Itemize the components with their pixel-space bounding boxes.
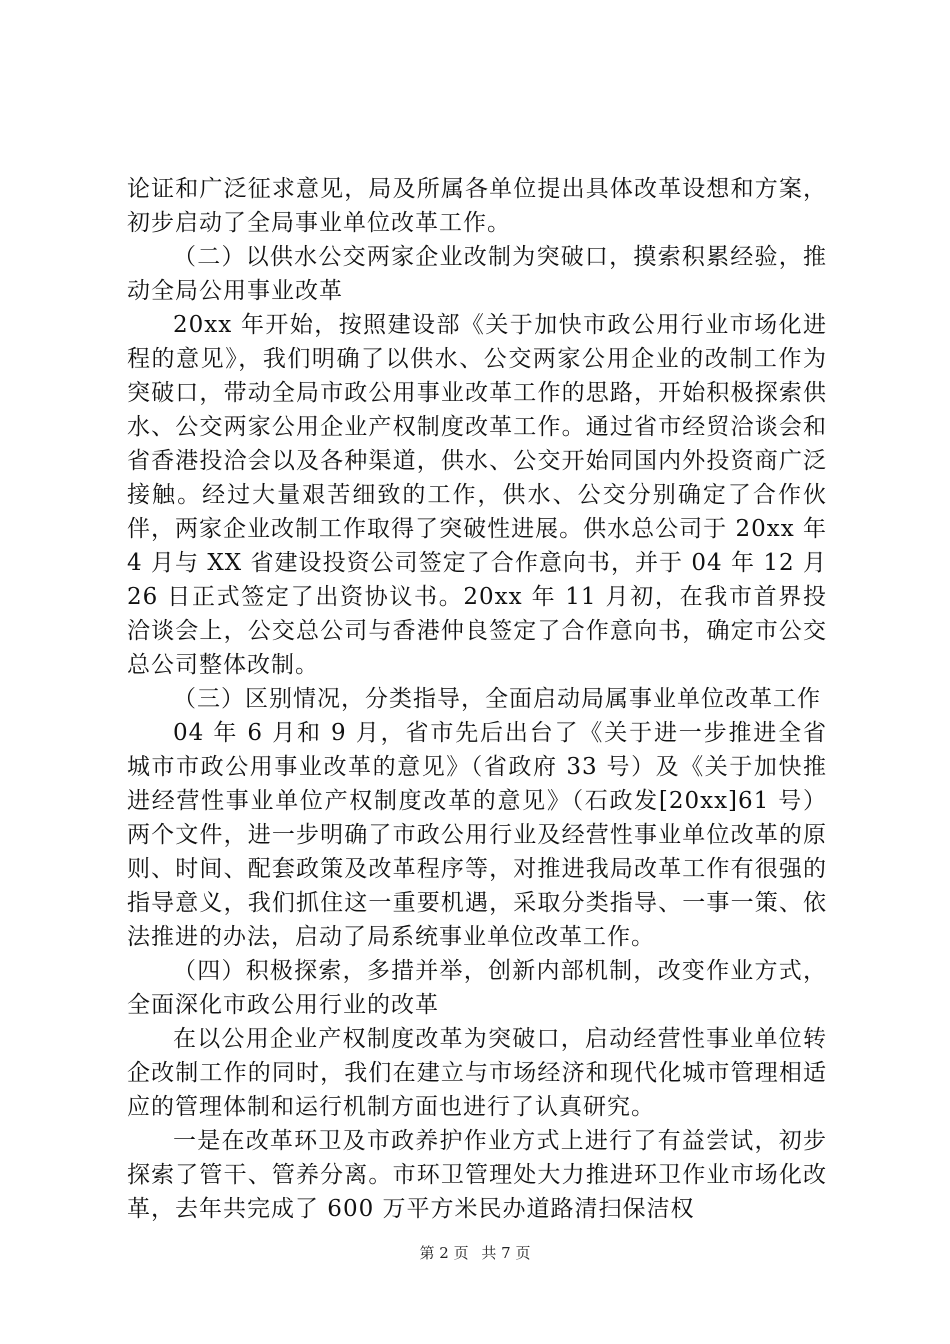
section-heading-3: （三）区别情况，分类指导，全面启动局属事业单位改革工作 (173, 686, 821, 712)
paragraph-management-system: 在以公用企业产权制度改革为突破口，启动经营性事业单位转企改制工作的同时，我们在建立与市场经济和现代化城市管理相适应的管理体制和运行机制方面也进行了认真研究。 (127, 1026, 827, 1120)
page-number: 第 2 页 (419, 1244, 469, 1262)
paragraph-continuation: 论证和广泛征求意见，局及所属各单位提出具体改革设想和方案，初步启动了全局事业单位改革工作。 (127, 176, 827, 236)
document-body (127, 172, 827, 1226)
paragraph-sanitation-reform: 一是在改革环卫及市政养护作业方式上进行了有益尝试，初步探索了管干、管养分离。市环卫管理处大力推进环卫作业市场化改革，去年共完成了 600 万平方米民办道路清扫保洁权 (127, 1128, 827, 1222)
paragraph-policy-documents: 04 年 6 月和 9 月，省市先后出台了《关于进一步推进全省城市市政公用事业改革的意见》（省政府 33 号）及《关于加快推进经营性事业单位产权制度改革的意见》（石政发[20xx]61 号）两个文件，进一步明确了市政公用行业及经营性事业单位改革的原则、时间、配套政策及改革程序等，对推进我局改革工作有很强的指导意义，我们抓住这一重要机遇，采取分类指导、一事一策、依法推进的办法，启动了局系统事业单位改革工作。 (127, 720, 827, 950)
page-footer (0, 1243, 950, 1263)
paragraph-supply-transit-reform: 20xx 年开始，按照建设部《关于加快市政公用行业市场化进程的意见》，我们明确了以供水、公交两家公用企业的改制工作为突破口，带动全局市政公用事业改革工作的思路，开始积极探索供水、公交两家公用企业产权制度改革工作。通过省市经贸洽谈会和省香港投洽会以及各种渠道，供水、公交开始同国内外投资商广泛接触。经过大量艰苦细致的工作，供水、公交分别确定了合作伙伴，两家企业改制工作取得了突破性进展。供水总公司于 20xx 年 4 月与 XX 省建设投资公司签定了合作意向书，并于 04 年 12 月 26 日正式签定了出资协议书。20xx 年 11 月初，在我市首界投洽谈会上，公交总公司与香港仲良签定了合作意向书，确定市公交总公司整体改制。 (127, 312, 827, 678)
section-heading-4: （四）积极探索，多措并举，创新内部机制，改变作业方式，全面深化市政公用行业的改革 (127, 958, 827, 1018)
section-heading-2: （二）以供水公交两家企业改制为突破口，摸索积累经验，推动全局公用事业改革 (127, 244, 827, 304)
page-total: 共 7 页 (481, 1244, 531, 1262)
